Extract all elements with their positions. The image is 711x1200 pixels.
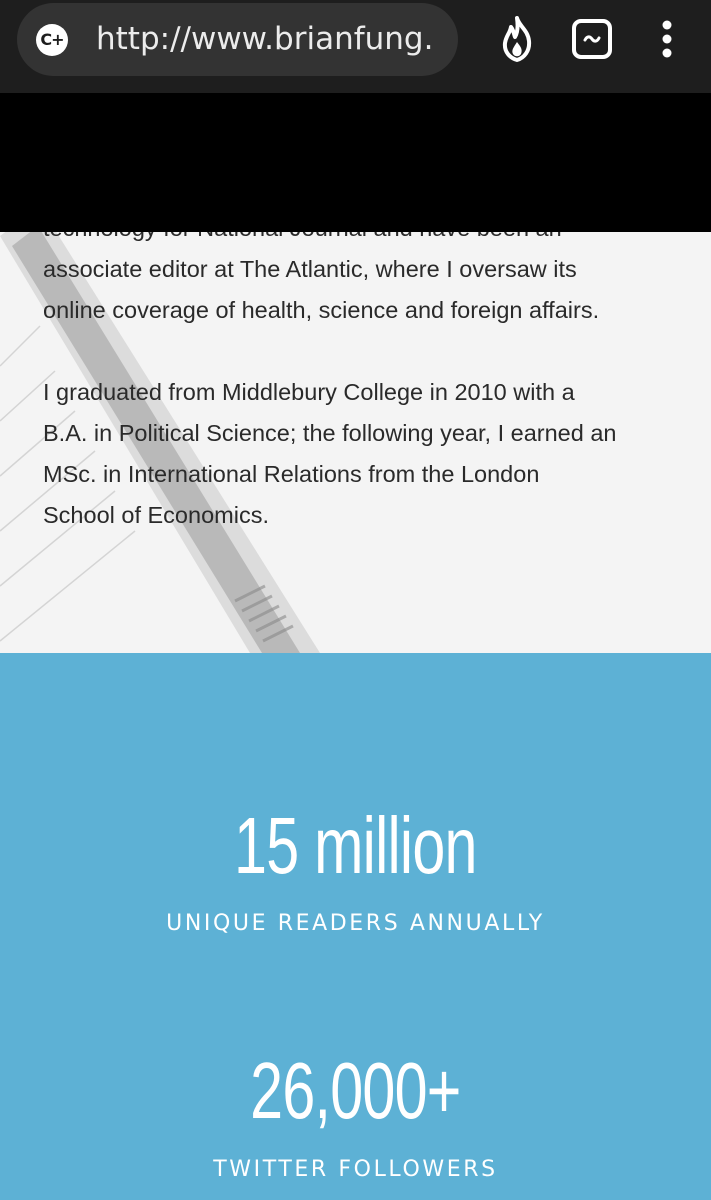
bio-section	[0, 206, 711, 653]
bio-line: associate editor at The Atlantic, where I oversaw its	[43, 256, 577, 282]
tabs-icon[interactable]	[567, 14, 617, 64]
stat-label-followers: TWITTER FOLLOWERS	[213, 1157, 498, 1182]
stats-section	[0, 653, 711, 1200]
bio-line: online coverage of health, science and foreign affairs.	[43, 297, 600, 323]
black-overlay-band	[0, 93, 711, 232]
bio-line: MSc. in International Relations from the London	[43, 461, 540, 487]
overflow-menu-icon[interactable]	[642, 14, 692, 64]
bio-line: B.A. in Political Science; the following year, I earned an	[43, 420, 617, 446]
stat-label-readers: UNIQUE READERS ANNUALLY	[166, 911, 545, 936]
url-text[interactable]: http://www.brianfung.	[96, 21, 434, 57]
site-icon[interactable]: C+	[36, 24, 68, 56]
stat-value-readers: 15 million	[234, 801, 477, 890]
bio-line: School of Economics.	[43, 502, 269, 528]
browser-toolbar	[0, 0, 711, 93]
bio-paragraph	[43, 372, 683, 536]
flame-icon[interactable]	[492, 14, 542, 64]
address-bar[interactable]	[17, 3, 458, 76]
bio-line: I graduated from Middlebury College in 2010 with a	[43, 379, 575, 405]
bio-text	[43, 206, 683, 536]
stat-value-followers: 26,000+	[250, 1046, 461, 1135]
